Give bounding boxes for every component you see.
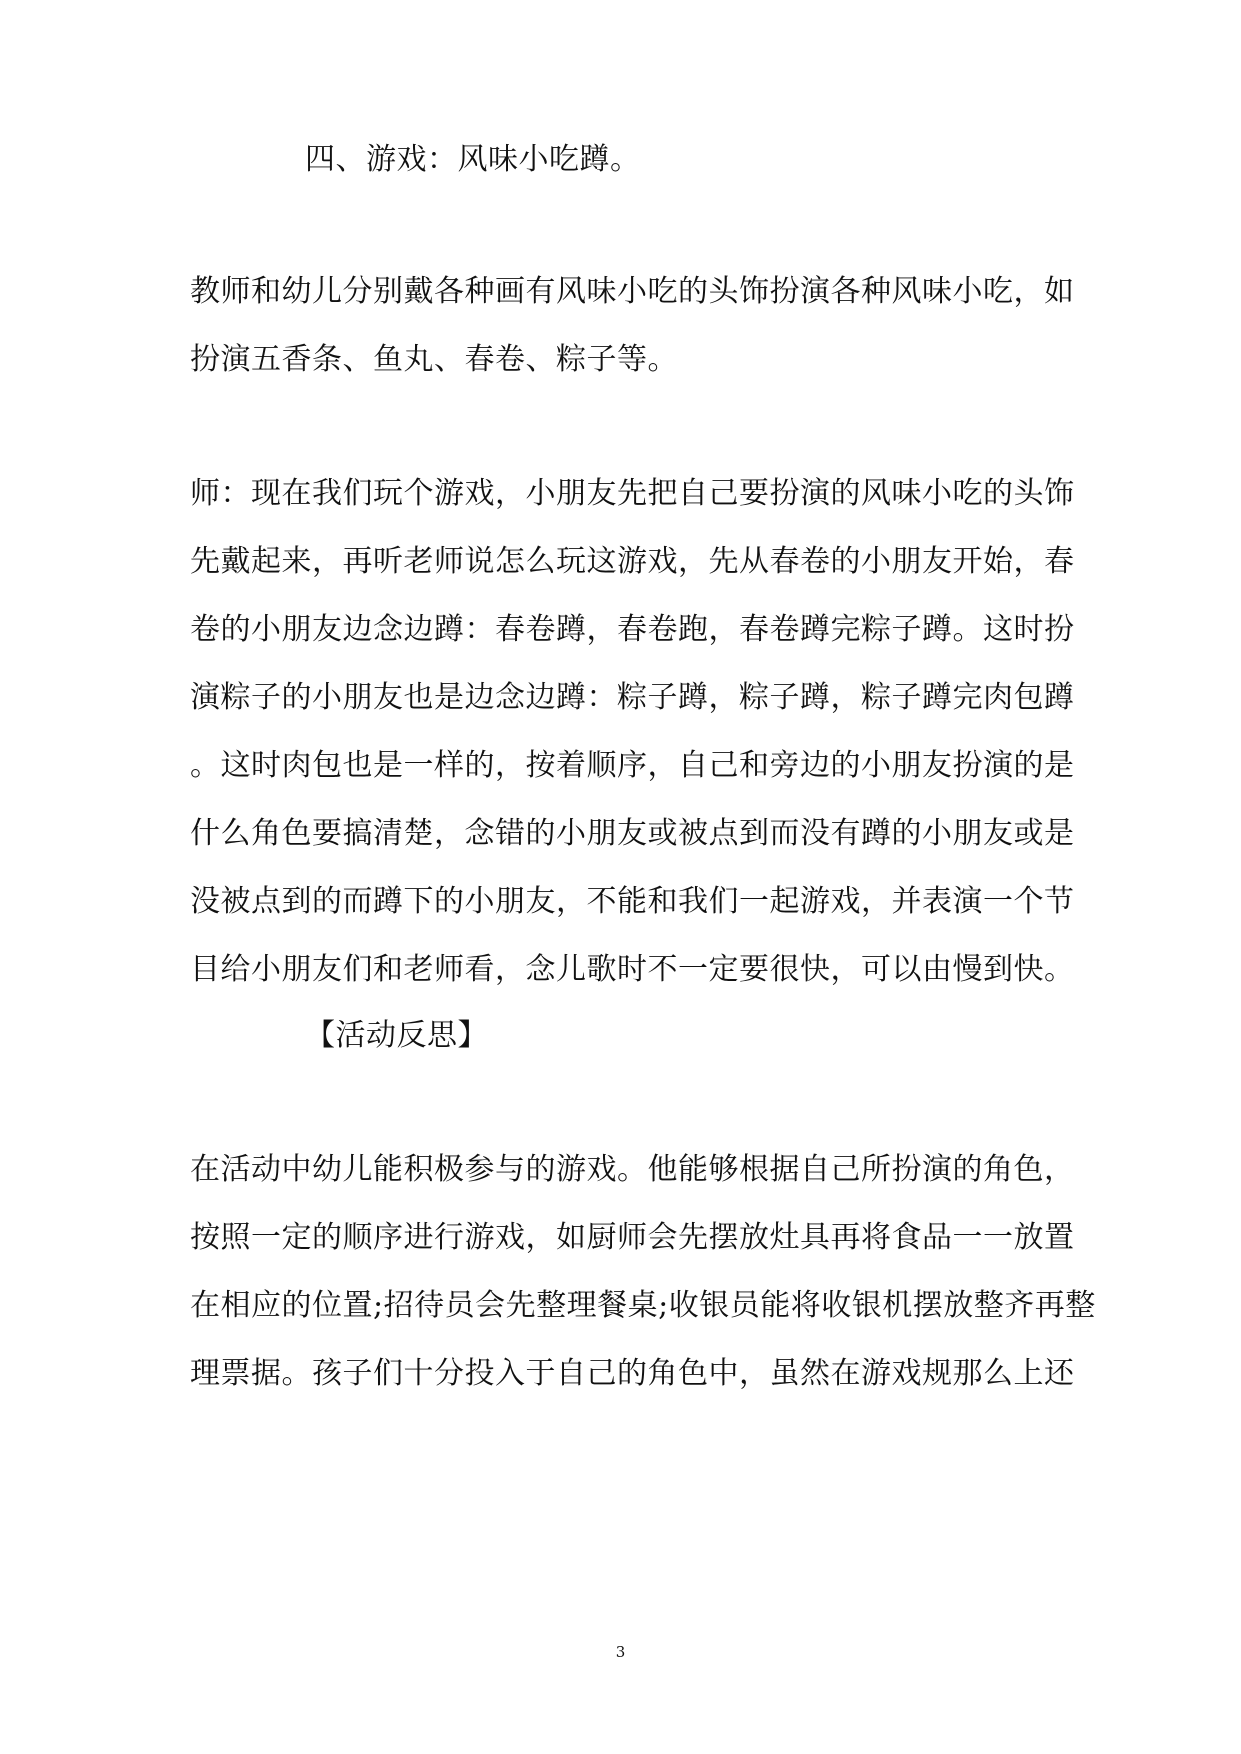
page-number: 3: [615, 1643, 626, 1661]
section-heading-reflection: 【活动反思】: [305, 1018, 488, 1053]
paragraph-line: 什么角色要搞清楚，念错的小朋友或被点到而没有蹲的小朋友或是: [190, 816, 1075, 851]
paragraph-line: 先戴起来，再听老师说怎么玩这游戏，先从春卷的小朋友开始，春: [190, 544, 1075, 579]
paragraph-line: 在相应的位置;招待员会先整理餐桌;收银员能将收银机摆放整齐再整: [190, 1288, 1096, 1323]
paragraph-line: 演粽子的小朋友也是边念边蹲：粽子蹲，粽子蹲，粽子蹲完肉包蹲: [190, 680, 1075, 715]
paragraph-line: 卷的小朋友边念边蹲：春卷蹲，春卷跑，春卷蹲完粽子蹲。这时扮: [190, 612, 1075, 647]
paragraph-line: 没被点到的而蹲下的小朋友，不能和我们一起游戏，并表演一个节: [190, 884, 1075, 919]
paragraph-line: 目给小朋友们和老师看，念儿歌时不一定要很快，可以由慢到快。: [190, 952, 1075, 987]
paragraph-line: 教师和幼儿分别戴各种画有风味小吃的头饰扮演各种风味小吃，如: [190, 274, 1075, 309]
paragraph-line: 在活动中幼儿能积极参与的游戏。他能够根据自己所扮演的角色，: [190, 1152, 1075, 1187]
paragraph-line: 。这时肉包也是一样的，按着顺序，自己和旁边的小朋友扮演的是: [190, 748, 1075, 783]
paragraph-line: 理票据。孩子们十分投入于自己的角色中，虽然在游戏规那么上还: [190, 1356, 1075, 1391]
section-heading-game: 四、游戏：风味小吃蹲。: [305, 142, 641, 177]
paragraph-line: 师：现在我们玩个游戏，小朋友先把自己要扮演的风味小吃的头饰: [190, 476, 1075, 511]
paragraph-line: 扮演五香条、鱼丸、春卷、粽子等。: [190, 342, 678, 377]
paragraph-line: 按照一定的顺序进行游戏，如厨师会先摆放灶具再将食品一一放置: [190, 1220, 1075, 1255]
